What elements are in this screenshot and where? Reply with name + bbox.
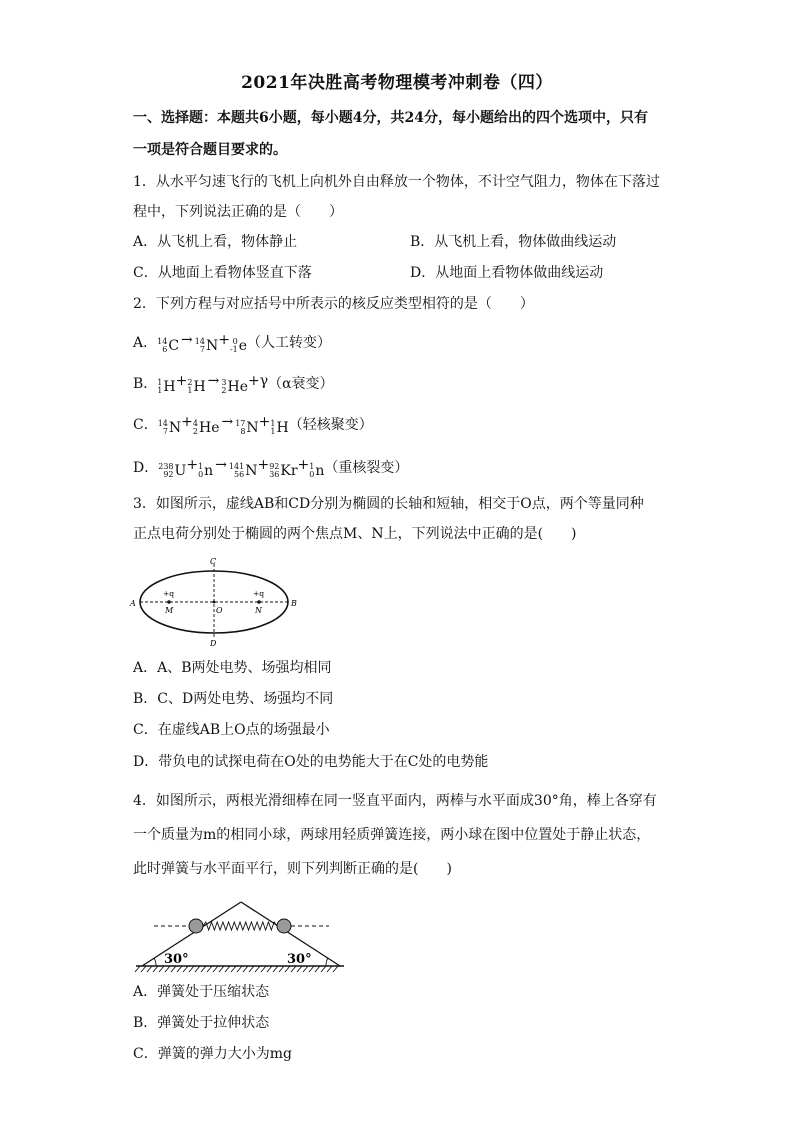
section-heading-line2: 一项是符合题目要求的。 [133,142,287,158]
q2-equation-c [158,412,289,438]
q3-option-b: B．C、D两处电势、场强均不同 [133,691,334,707]
hatch-mark [147,966,152,972]
nuclide: 1 1 H [157,378,176,395]
left-rod [142,902,241,966]
hatch-mark [267,966,272,972]
hatch-mark [213,966,218,972]
label-o: O [216,606,223,615]
center-o-dot [213,601,216,604]
right-angle-arc [326,958,328,966]
hatch-mark [135,966,140,972]
right-angle-label: 30° [287,952,312,967]
q3-option-a: A．A、B两处电势、场强均相同 [133,660,332,676]
nuclide: 1 0 n [309,462,325,479]
q2-option-c-label: C． [133,417,158,433]
q2-option-d-note: （重核裂变） [324,460,409,476]
left-ball [189,919,203,933]
hatch-mark [333,966,338,972]
nuclide: 3 2 He [221,378,248,395]
reaction-arrow: → [207,373,220,389]
hatch-mark [201,966,206,972]
hatch-mark [315,966,320,972]
q3-option-d: D．带负电的试探电荷在O处的电势能大于在C处的电势能 [133,754,489,770]
operator: + [186,457,199,473]
hatch-mark [273,966,278,972]
hatch-mark [243,966,248,972]
q2-option-d-label: D． [133,460,159,476]
q2-option-b-label: B． [133,376,158,392]
q2-option-a-note: （人工转变） [247,335,332,351]
q1-option-b: B．从飞机上看，物体做曲线运动 [410,234,617,250]
hatch-mark [321,966,326,972]
nuclide: 14 6 C [157,337,180,354]
reaction-arrow: → [181,332,193,348]
label-charge-m: +q [163,589,175,598]
hatch-mark [255,966,260,972]
label-a: A [130,599,136,608]
q2-option-b [133,371,334,397]
q2-stem: 2．下列方程与对应括号中所表示的核反应类型相符的是（ ） [133,296,534,312]
operator: + [247,373,260,389]
hatch-mark [207,966,212,972]
section-heading-line1: 一、选择题：本题共6小题，每小题4分，共24分，每小题给出的四个选项中，只有 [133,110,648,126]
q4-option-a: A．弹簧处于压缩状态 [133,984,270,1000]
q2-option-c [133,412,373,438]
q4-spring-figure [134,892,346,974]
q4-option-c: C．弹簧的弹力大小为mg [133,1046,292,1062]
q2-option-c-note: （轻核聚变） [288,417,373,433]
q3-stem-line2: 正点电荷分别处于椭圆的两个焦点M、N上，下列说法中正确的是( ) [133,526,577,542]
q4-stem-line1: 4．如图所示，两根光滑细棒在同一竖直平面内，两棒与水平面成30°角，棒上各穿有 [133,793,657,809]
nuclide: 2 1 H [187,378,206,395]
q2-option-a-label: A． [133,335,158,351]
right-ball [277,919,291,933]
q1-stem-line2: 程中，下列说法正确的是（ ） [133,204,343,220]
q1-option-c: C．从地面上看物体竖直下落 [133,265,312,281]
q4-stem-line2: 一个质量为m的相同小球，两球用轻质弹簧连接，两小球在图中位置处于静止状态， [133,827,651,843]
page-title: 2021年决胜高考物理模考冲刺卷（四） [241,73,553,93]
operator: + [297,457,310,473]
hatch-mark [219,966,224,972]
nuclide: 238 92 U [158,462,187,479]
reaction-arrow: → [221,414,234,430]
spring [203,922,277,930]
nuclide: 0 -1 e [229,337,248,354]
hatch-mark [237,966,242,972]
hatch-mark [195,966,200,972]
operator: γ [259,373,269,389]
left-angle-arc [154,958,156,966]
q2-option-b-note: （α衰变） [268,376,334,392]
operator: + [218,332,230,348]
q1-stem-line1: 1．从水平匀速飞行的飞机上向机外自由释放一个物体，不计空气阻力，物体在下落过 [133,174,660,190]
hatch-mark [261,966,266,972]
operator: + [181,414,193,430]
hatch-mark [327,966,332,972]
hatch-mark [249,966,254,972]
hatch-mark [141,966,146,972]
label-m: M [165,606,174,615]
label-c: C [210,557,217,566]
q3-option-c: C．在虚线AB上O点的场强最小 [133,722,330,738]
label-d: D [210,639,217,648]
hatch-mark [153,966,158,972]
q1-option-a: A．从飞机上看，物体静止 [133,234,298,250]
q2-equation-d [158,455,324,481]
nuclide: 4 2 He [192,419,220,436]
hatch-mark [225,966,230,972]
nuclide: 14 7 N [157,419,182,436]
q4-option-b: B．弹簧处于拉伸状态 [133,1015,270,1031]
q3-ellipse-figure [128,556,303,648]
operator: + [258,414,271,430]
q2-option-a [133,330,331,356]
hatch-mark [231,966,236,972]
q3-stem-line1: 3．如图所示，虚线AB和CD分别为椭圆的长轴和短轴，相交于O点，两个等量同种 [133,496,644,512]
reaction-arrow: → [215,457,227,473]
q2-equation-a [157,330,247,356]
charge-m-dot [167,600,171,604]
q2-equation-b [157,371,268,397]
hatch-mark [279,966,284,972]
nuclide: 141 56 N [228,462,258,479]
label-n: N [255,606,262,615]
nuclide: 1 0 n [198,462,214,479]
charge-n-dot [257,600,261,604]
nuclide: 92 36 Kr [269,462,298,479]
q2-option-d [133,455,408,481]
operator: + [175,373,188,389]
hatch-mark [189,966,194,972]
label-b: B [291,599,297,608]
nuclide: 1 1 H [270,419,289,436]
nuclide: 14 7 N [194,337,219,354]
label-charge-n: +q [253,589,265,598]
left-angle-label: 30° [164,952,189,967]
operator: + [257,457,270,473]
nuclide: 17 8 N [235,419,259,436]
q4-stem-line3: 此时弹簧与水平面平行，则下列判断正确的是( ) [133,861,452,877]
q1-option-d: D．从地面上看物体做曲线运动 [410,265,604,281]
